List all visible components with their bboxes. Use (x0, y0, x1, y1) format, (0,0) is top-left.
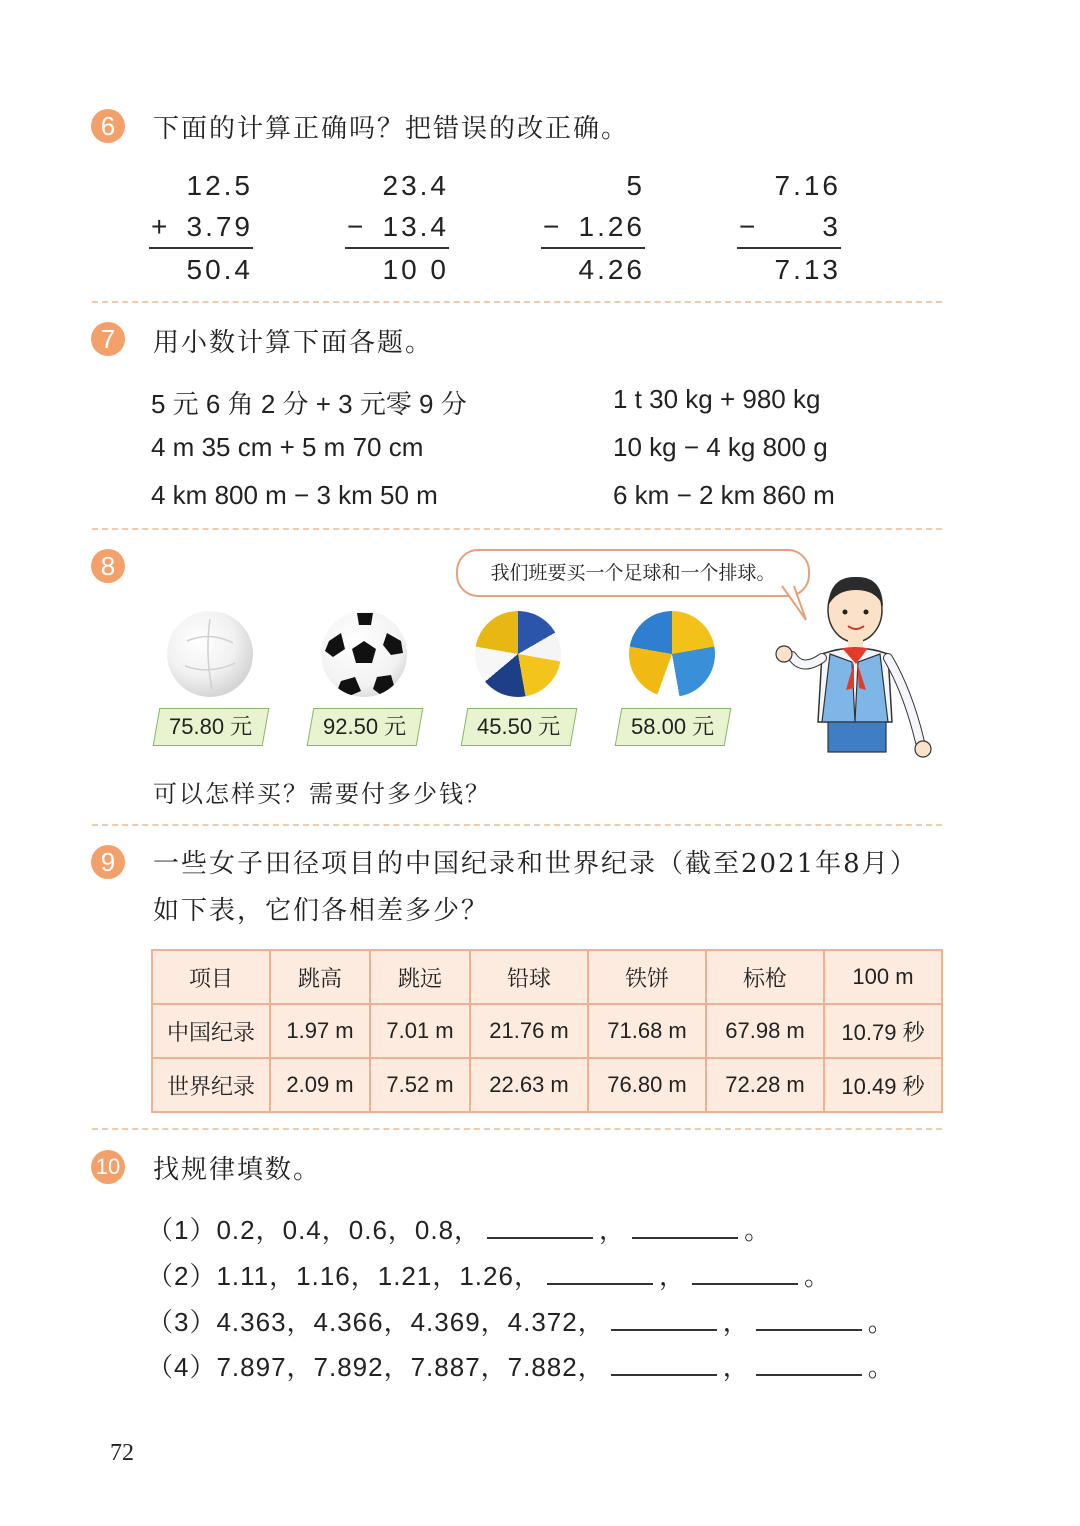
question-6-title: 下面的计算正确吗？把错误的改正确。 (153, 114, 630, 144)
separator-comma: ， (722, 1352, 750, 1382)
item-label: （1） (147, 1215, 217, 1245)
table-cell: 21.76 m (470, 1004, 588, 1058)
soccer-ball-image (321, 611, 407, 697)
item-label: （3） (147, 1307, 217, 1337)
answer-blank[interactable] (611, 1352, 717, 1376)
table-row-label: 世界纪录 (152, 1058, 270, 1112)
question-number-9: 9 (91, 845, 125, 879)
table-cell: 72.28 m (706, 1058, 824, 1112)
table-header-cell: 标枪 (706, 950, 824, 1004)
calc-top: 23.4 (382, 170, 449, 201)
question-number-6: 6 (91, 109, 125, 143)
sequence-values: 1.11，1.16，1.21，1.26， (216, 1261, 541, 1291)
table-header-cell: 跳远 (370, 950, 470, 1004)
calc-bottom: 13.4 (382, 211, 449, 242)
calc-top: 7.16 (774, 170, 841, 201)
calc-top: 5 (626, 170, 645, 201)
item-label: （2） (147, 1261, 217, 1291)
calc-operator: + (151, 211, 171, 242)
calc-operator: − (347, 211, 367, 242)
volleyball-yellow-blue-image (629, 611, 715, 697)
section-divider (92, 528, 942, 530)
table-header-row (152, 950, 942, 1004)
table-cell: 10.79 秒 (824, 1004, 942, 1058)
calc-operator: − (543, 211, 563, 242)
answer-blank[interactable] (756, 1352, 862, 1376)
calc-result: 7.13 (737, 247, 841, 290)
price-label: 75.80 元 (169, 714, 253, 739)
page-number: 72 (110, 1440, 134, 1466)
section-divider (92, 1128, 942, 1130)
expression: 6 km − 2 km 860 m (613, 480, 835, 510)
table-header-cell: 跳高 (270, 950, 370, 1004)
price-label: 58.00 元 (631, 714, 715, 739)
question-number-8: 8 (91, 549, 125, 583)
question-number-10: 10 (91, 1150, 125, 1184)
expression: 5 元 6 角 2 分 + 3 元零 9 分 (151, 389, 467, 419)
question-9-title-line1: 一些女子田径项目的中国纪录和世界纪录（截至2021年8月） (153, 849, 918, 879)
calc-top: 12.5 (186, 170, 253, 201)
speech-bubble: 我们班要买一个足球和一个排球。 (456, 549, 810, 597)
table-cell: 71.68 m (588, 1004, 706, 1058)
table-row-label: 中国纪录 (152, 1004, 270, 1058)
table-cell: 67.98 m (706, 1004, 824, 1058)
answer-blank[interactable] (547, 1261, 653, 1285)
table-header-cell: 100 m (824, 950, 942, 1004)
expression: 10 kg − 4 kg 800 g (613, 432, 828, 462)
volleyball-blue-yellow-image (475, 611, 561, 697)
table-cell: 7.01 m (370, 1004, 470, 1058)
table-cell: 1.97 m (270, 1004, 370, 1058)
expression: 4 km 800 m − 3 km 50 m (151, 480, 438, 510)
answer-blank[interactable] (756, 1307, 862, 1331)
end-period: 。 (867, 1352, 895, 1382)
price-tag (307, 708, 424, 746)
sequence-values: 0.2，0.4，0.6，0.8， (216, 1215, 482, 1245)
price-tag (153, 708, 270, 746)
question-number-7: 7 (91, 322, 125, 356)
soccer-pattern (321, 611, 407, 697)
ball-seams (167, 611, 253, 697)
answer-blank[interactable] (611, 1307, 717, 1331)
vertical-calc-4 (737, 165, 841, 290)
price-tag (461, 708, 578, 746)
table-cell: 10.49 秒 (824, 1058, 942, 1112)
question-8-prompt: 可以怎样买？需要付多少钱？ (153, 780, 491, 808)
vertical-calc-2 (345, 165, 449, 290)
end-period: 。 (744, 1215, 772, 1245)
answer-blank[interactable] (632, 1215, 738, 1239)
table-cell: 2.09 m (270, 1058, 370, 1112)
sequence-item-2 (147, 1256, 831, 1293)
boy-illustration (770, 572, 940, 760)
section-divider (92, 301, 942, 303)
calc-result: 50.4 (149, 247, 253, 290)
expression: 1 t 30 kg + 980 kg (613, 384, 821, 414)
volleyball-white-image (167, 611, 253, 697)
price-label: 45.50 元 (477, 714, 561, 739)
sequence-item-1 (147, 1210, 771, 1247)
calc-result: 10 0 (345, 247, 449, 290)
item-label: （4） (147, 1352, 217, 1382)
table-row (152, 1004, 942, 1058)
question-10-title: 找规律填数。 (153, 1155, 322, 1185)
sequence-item-4 (147, 1347, 895, 1384)
table-cell: 22.63 m (470, 1058, 588, 1112)
answer-blank[interactable] (487, 1215, 593, 1239)
question-7-title: 用小数计算下面各题。 (153, 328, 434, 358)
records-table (151, 949, 943, 1113)
separator-comma: ， (722, 1307, 750, 1337)
calc-result: 4.26 (541, 247, 645, 290)
table-header-cell: 铅球 (470, 950, 588, 1004)
vertical-calc-3 (541, 165, 645, 290)
question-9-title-line2: 如下表，它们各相差多少？ (153, 896, 490, 926)
answer-blank[interactable] (692, 1261, 798, 1285)
vertical-calc-1 (149, 165, 253, 290)
end-period: 。 (867, 1307, 895, 1337)
table-header-cell: 铁饼 (588, 950, 706, 1004)
calc-operator: − (739, 211, 759, 242)
calc-bottom: 1.26 (578, 211, 645, 242)
table-cell: 76.80 m (588, 1058, 706, 1112)
sequence-values: 4.363，4.366，4.369，4.372， (216, 1307, 605, 1337)
table-cell: 7.52 m (370, 1058, 470, 1112)
sequence-item-3 (147, 1302, 895, 1339)
sequence-values: 7.897，7.892，7.887，7.882， (216, 1352, 605, 1382)
separator-comma: ， (658, 1261, 686, 1291)
section-divider (92, 824, 942, 826)
table-row (152, 1058, 942, 1112)
calc-bottom: 3.79 (186, 211, 253, 242)
separator-comma: ， (599, 1215, 627, 1245)
calc-bottom: 3 (822, 211, 841, 242)
table-header-cell: 项目 (152, 950, 270, 1004)
price-label: 92.50 元 (323, 714, 407, 739)
price-tag (615, 708, 732, 746)
end-period: 。 (803, 1261, 831, 1291)
expression: 4 m 35 cm + 5 m 70 cm (151, 432, 424, 462)
